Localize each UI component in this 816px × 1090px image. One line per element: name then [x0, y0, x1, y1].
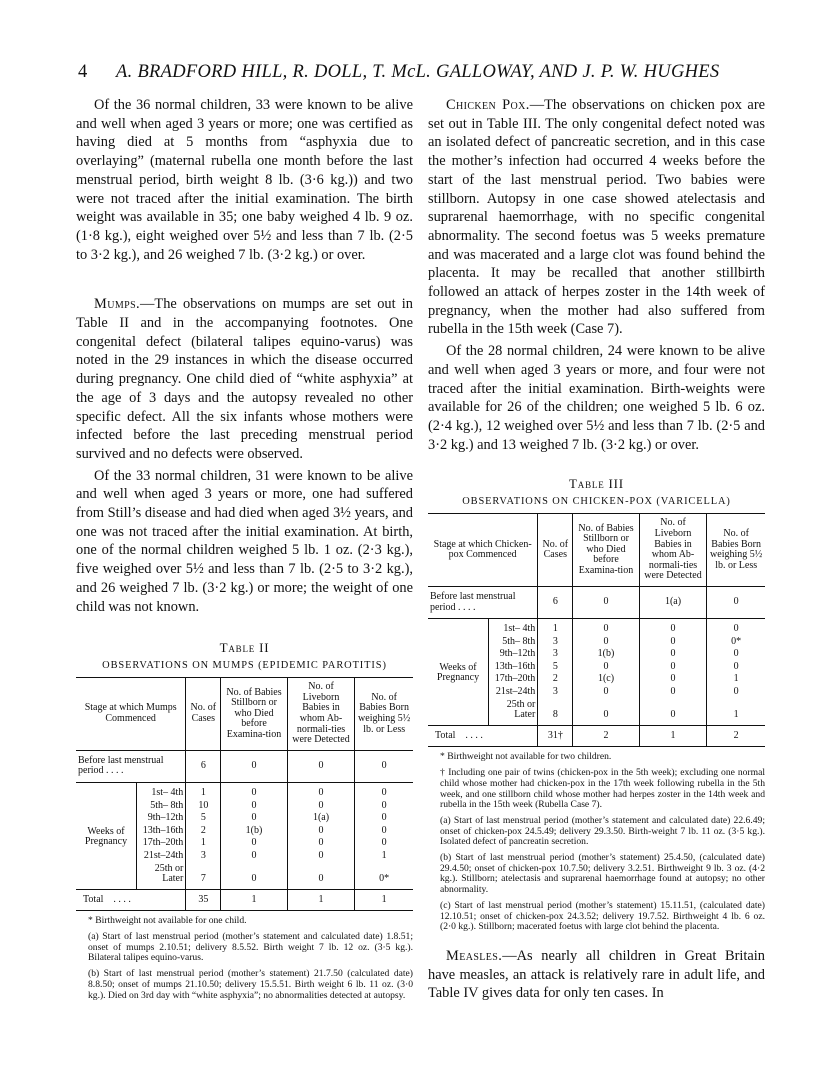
- cell-lowweight: 0: [355, 783, 413, 800]
- col-header-cases: No. of Cases: [186, 678, 221, 751]
- footnote: (a) Start of last menstrual period (mother’s statement and calculated date) 1.8.51; onset of mumps 2.10.51; delivery 8.5.52. Birth weight 7 lb. 12 oz. (3·5 kg.). Bilateral talipes equino-varus.: [88, 931, 413, 964]
- table-row: [76, 750, 413, 782]
- footnote: † Including one pair of twins (chicken-pox in the 5th week); excluding one normal child whose mother had chicken-pox in the 17th week following rubella in the 5th week, and one stillborn child whose mother had herpes zoster in the 14th week and rubella in the 15th week (Rubella Case 7).: [440, 767, 765, 811]
- mumps-heading: Mumps.: [94, 296, 141, 313]
- cell-lowweight: 0: [355, 812, 413, 825]
- cell-abnormal: 0: [287, 863, 355, 890]
- paragraph-normal-children-mumps: Of the 33 normal children, 31 were known to be alive and well when aged 3 years or more, one had suffered from Still’s disease and had died when aged 3½ years, and one was not traced after the initial examination. At birth, one of the normal children weighed 5 lb. 1 oz. (2·3 kg.), five weighed over 5½ and less than 7 lb. (2·5 to 3·2 kg.), and 26 weighed 7 lb. (3·2 kg.) or more; the weight of one child was not known.: [76, 467, 413, 615]
- left-column: [76, 96, 413, 1006]
- cell-cases: 3: [538, 686, 573, 699]
- cell-lowweight: 0: [355, 837, 413, 850]
- cell-stillborn: 0: [221, 863, 287, 890]
- week-label: 25th or Later: [154, 862, 184, 885]
- cell-cases: 2: [186, 825, 221, 838]
- table-3-header-row: [428, 514, 765, 587]
- row-label: Before last menstrual period . . . .: [428, 586, 538, 618]
- col-header-lowweight: No. of Babies Born weighing 5½ lb. or Less: [355, 678, 413, 751]
- cell-abnormal: 0: [287, 837, 355, 850]
- measles-heading: Measles.: [446, 948, 503, 964]
- cell-cases: 7: [186, 863, 221, 890]
- table-2-subtitle: OBSERVATIONS ON MUMPS (EPIDEMIC PAROTITIS): [102, 660, 387, 672]
- cell-stillborn: 0: [221, 812, 287, 825]
- week-label: 21st–24th: [495, 686, 536, 698]
- col-header-abnormal: No. of Liveborn Babies in whom Ab-normali-ties were Detected: [287, 678, 355, 751]
- cell-abnormal: 1: [287, 889, 355, 911]
- week-label: 9th–12th: [499, 648, 536, 660]
- cell-stillborn: 0: [573, 661, 639, 674]
- table-2: [76, 677, 413, 911]
- cell-cases: 1: [186, 783, 221, 800]
- cell-lowweight: 0: [355, 750, 413, 782]
- cell-lowweight: 1: [707, 699, 765, 726]
- weeks-of-pregnancy-label: Weeks of Pregnancy: [428, 619, 489, 726]
- cell-stillborn: 2: [573, 725, 639, 747]
- table-3: [428, 513, 765, 747]
- weeks-of-pregnancy-label: Weeks of Pregnancy: [76, 783, 137, 890]
- cell-abnormal: 1(a): [287, 812, 355, 825]
- cell-stillborn: 0: [221, 800, 287, 813]
- table-row: [428, 619, 765, 636]
- cell-cases: 35: [186, 889, 221, 911]
- cell-lowweight: 0*: [355, 863, 413, 890]
- cell-abnormal: 1(a): [639, 586, 707, 618]
- cell-stillborn: 1(b): [573, 648, 639, 661]
- col-header-stillborn: No. of Babies Stillborn or who Died before Examina-tion: [573, 514, 639, 587]
- week-label: 21st–24th: [143, 850, 184, 861]
- right-column: [428, 96, 765, 1003]
- col-header-cases: No. of Cases: [538, 514, 573, 587]
- week-label: 5th– 8th: [502, 635, 536, 647]
- footnote: (c) Start of last menstrual period (mother’s statement) 15.11.51, (calculated date) 12.10.51; onset of chicken-pox 24.3.52; delivery 19.7.52. Birthweight 4 lb. 6 oz. (2·0 kg.). Stillborn; macerated foetus with large clot behind the placenta.: [440, 899, 765, 933]
- paragraph-chicken-pox: [428, 96, 765, 339]
- col-header-lowweight: No. of Babies Born weighing 5½ lb. or Less: [707, 514, 765, 587]
- page-number: 4: [78, 62, 88, 82]
- table-2-block: [76, 640, 413, 1001]
- cell-cases: 5: [186, 812, 221, 825]
- cell-stillborn: 0: [573, 586, 639, 618]
- cell-cases: 3: [538, 636, 573, 649]
- week-label: 25th or Later: [506, 698, 536, 721]
- cell-stillborn: 0: [573, 686, 639, 699]
- cell-cases: 1: [538, 619, 573, 636]
- row-label: Before last menstrual period . . . .: [76, 750, 186, 782]
- footnote: (b) Start of last menstrual period (mother’s statement) 21.7.50 (calculated date) 8.8.50; onset of mumps 21.10.50; delivery 15.5.51. Birth weight 6 lb. 11 oz. (3·0 kg.). Died on 3rd day with “white asphyxia”; no abnormalities detected at autopsy.: [88, 968, 413, 1001]
- week-label: 5th– 8th: [150, 799, 184, 811]
- table-2-header-row: [76, 678, 413, 751]
- cell-cases: 3: [186, 850, 221, 863]
- table-3-footnotes: [428, 752, 765, 933]
- col-header-abnormal: No. of Liveborn Babies in whom Ab-normali-ties were Detected: [639, 514, 707, 587]
- author-line: A. BRADFORD HILL, R. DOLL, T. McL. GALLOWAY, AND J. P. W. HUGHES: [116, 62, 720, 82]
- cell-lowweight: 0: [707, 686, 765, 699]
- cell-cases: 8: [538, 699, 573, 726]
- row-label: Total . . . .: [428, 725, 538, 747]
- cell-abnormal: 0: [639, 648, 707, 661]
- paragraph-mumps: [76, 295, 413, 463]
- cell-lowweight: 0: [707, 648, 765, 661]
- week-label: 1st– 4th: [151, 787, 184, 799]
- cell-stillborn: 0: [221, 837, 287, 850]
- chicken-pox-heading: Chicken Pox.: [446, 97, 530, 113]
- table-row: [76, 783, 413, 800]
- cell-stillborn: 1(b): [221, 825, 287, 838]
- cell-stillborn: 1: [221, 889, 287, 911]
- week-label: 17th–20th: [142, 837, 184, 849]
- running-header: [78, 62, 758, 88]
- cell-lowweight: 0: [707, 586, 765, 618]
- measles-body: —As nearly all children in Great Britain have measles, an attack is relatively rare in adult life, and Table IV gives data for only ten cases. In: [428, 948, 765, 1002]
- cell-cases: 5: [538, 661, 573, 674]
- table-row: [428, 586, 765, 618]
- table-total-row: [428, 725, 765, 747]
- week-label: 17th–20th: [494, 673, 536, 685]
- cell-abnormal: 0: [639, 619, 707, 636]
- cell-cases: 10: [186, 800, 221, 813]
- cell-cases: 6: [538, 586, 573, 618]
- cell-lowweight: 0: [355, 825, 413, 838]
- cell-lowweight: 0*: [707, 636, 765, 649]
- cell-stillborn: 0: [573, 636, 639, 649]
- cell-lowweight: 0: [355, 800, 413, 813]
- col-header-stage: Stage at which Chicken-pox Commenced: [428, 514, 538, 587]
- week-label: 13th–16th: [494, 660, 536, 672]
- footnote: * Birthweight not available for one child.: [88, 915, 247, 927]
- cell-lowweight: 0: [707, 619, 765, 636]
- cell-lowweight: 0: [707, 661, 765, 674]
- table-3-title: Table III: [569, 476, 624, 492]
- paragraph-measles: [428, 947, 765, 1003]
- cell-abnormal: 0: [639, 661, 707, 674]
- cell-abnormal: 0: [287, 850, 355, 863]
- cell-stillborn: 1(c): [573, 673, 639, 686]
- cell-abnormal: 0: [639, 673, 707, 686]
- week-label: 9th–12th: [147, 812, 184, 824]
- table-2-footnotes: [76, 916, 413, 1001]
- cell-abnormal: 0: [639, 686, 707, 699]
- cell-stillborn: 0: [221, 783, 287, 800]
- footnote: * Birthweight not available for two children.: [440, 751, 612, 763]
- cell-cases: 1: [186, 837, 221, 850]
- cell-lowweight: 1: [355, 889, 413, 911]
- cell-lowweight: 1: [707, 673, 765, 686]
- cell-lowweight: 2: [707, 725, 765, 747]
- week-label: 13th–16th: [142, 824, 184, 836]
- row-label: Total . . . .: [76, 889, 186, 911]
- cell-stillborn: 0: [573, 699, 639, 726]
- cell-stillborn: 0: [221, 750, 287, 782]
- cell-lowweight: 1: [355, 850, 413, 863]
- cell-cases: 2: [538, 673, 573, 686]
- cell-abnormal: 0: [287, 783, 355, 800]
- mumps-body: —The observations on mumps are set out in Table II and in the accompanying footnotes. One congenital defect (bilateral talipes equino-varus) was noted in the 29 instances in which the disease occurred during pregnancy. One child died of “white asphyxia” at the age of 3 days and the autopsy revealed no other specific defect. All the six infants whose mothers were infected before the last preceding menstrual period survived and no defects were observed.: [76, 296, 413, 462]
- cell-abnormal: 0: [639, 699, 707, 726]
- cell-abnormal: 0: [287, 825, 355, 838]
- chicken-pox-body: —The observations on chicken pox are set out in Table III. The only congenital defect noted was an isolated defect of pancreatic secretion, and in this case the mother’s infection had occurred 4 weeks before the start of the last menstrual period. Two babies were stillborn. Autopsy in one case showed atelectasis and suprarenal haemorrhage, with no specific congenital abnormality. The second foetus was 5 weeks premature and was macerated and a large clot was found behind the placenta. It may be recalled that another stillbirth followed an attack of herpes zoster in the 14th week of pregnancy, when the mother had also suffered from rubella in the 15th week (Case 7).: [428, 97, 765, 338]
- footnote: (a) Start of last menstrual period (mother’s statement and calculated date) 22.6.49; onset of chicken-pox 24.5.49; delivery 29.3.50. Birth-weight 7 lb. 11 oz. (3·5 kg.). Isolated defect of pancreatin secretion.: [440, 814, 765, 848]
- paragraph-normal-children-chickenpox: Of the 28 normal children, 24 were known to be alive and well when aged 3 years or more, and four were not traced after the initial examination. Birth-weights were available for 26 of the children; one weighed 5 lb. 6 oz. (2·4 kg.), 12 weighed over 5½ and less than 7 lb. (2·5 and 3·2 kg.) and 13 weighed 7 lb. (3·2 kg.) or over.: [428, 343, 765, 453]
- table-3-subtitle: OBSERVATIONS ON CHICKEN-POX (VARICELLA): [462, 496, 731, 508]
- cell-abnormal: 0: [287, 800, 355, 813]
- col-header-stillborn: No. of Babies Stillborn or who Died before Examina-tion: [221, 678, 287, 751]
- cell-abnormal: 0: [639, 636, 707, 649]
- cell-cases: 3: [538, 648, 573, 661]
- cell-cases: 6: [186, 750, 221, 782]
- table-2-title: Table II: [219, 640, 270, 656]
- col-header-stage: Stage at which Mumps Commenced: [76, 678, 186, 751]
- cell-abnormal: 1: [639, 725, 707, 747]
- cell-cases: 31†: [538, 725, 573, 747]
- table-3-block: [428, 476, 765, 933]
- cell-stillborn: 0: [221, 850, 287, 863]
- paragraph-normal-children-rubella: Of the 36 normal children, 33 were known to be alive and well when aged 3 years or more; one was certified as having died at 5 months from “asphyxia due to overlaying” (maternal rubella one month before the last menstrual period, birth weight 8 lb. (3·6 kg.)) and two were not traced after the initial examination. The birth weight was available in 35; one baby weighed 4 lb. 9 oz. (1·8 kg.), eight weighed over 5½ and less than 7 lb. (2·5 to 3·2 kg.), and 26 weighed 7 lb. (3·2 kg.) or over.: [76, 97, 413, 263]
- table-total-row: [76, 889, 413, 911]
- footnote: (b) Start of last menstrual period (mother’s statement) 25.4.50, (calculated date) 29.4.50; onset of chicken-pox 10.7.50; delivery 3.2.51. Birthweight 9 lb. 3 oz. (4·2 kg.). Stillborn; atelectasis and suprarenal haemorrhage found at autopsy; no other abnormality.: [440, 852, 765, 896]
- week-label: 1st– 4th: [503, 623, 536, 635]
- cell-abnormal: 0: [287, 750, 355, 782]
- cell-stillborn: 0: [573, 619, 639, 636]
